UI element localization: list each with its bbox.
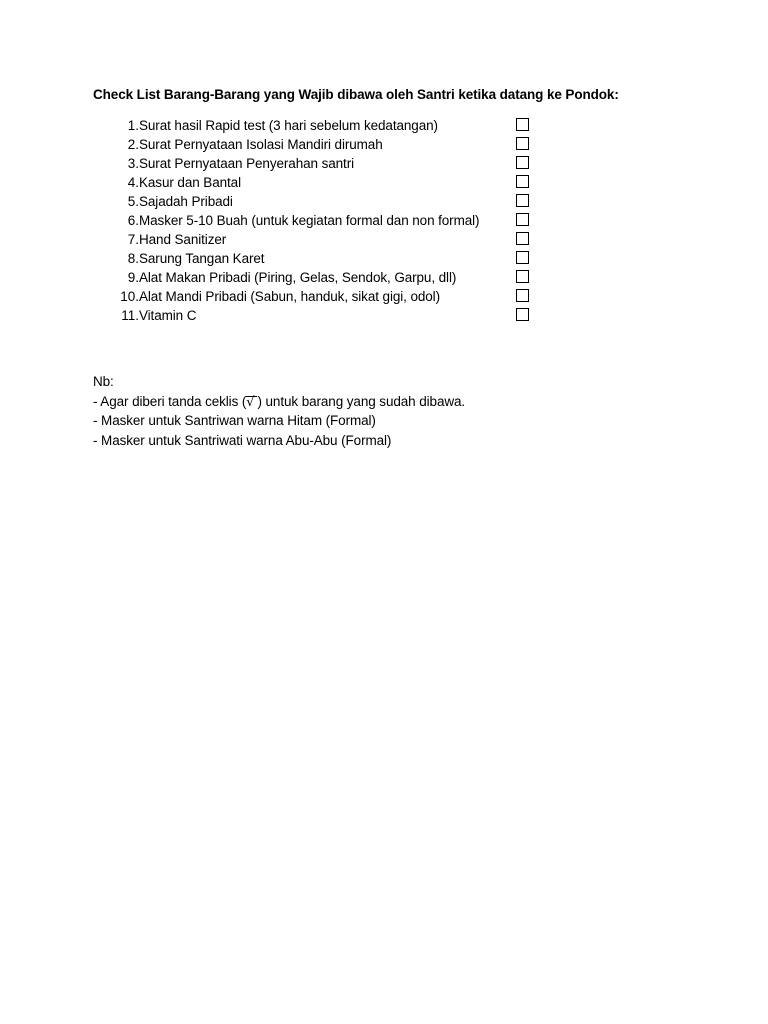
checklist-item bbox=[108, 230, 538, 249]
note-santriwan-mask: - Masker untuk Santriwan warna Hitam (Formal) bbox=[93, 413, 376, 428]
item-number: 5. bbox=[127, 194, 139, 209]
item-number: 4. bbox=[127, 175, 139, 190]
item-number: 1. bbox=[127, 118, 139, 133]
item-label: Kasur dan Bantal bbox=[139, 175, 241, 190]
item-number: 6. bbox=[127, 213, 139, 228]
notes-section bbox=[93, 372, 465, 450]
item-checkbox[interactable] bbox=[516, 270, 529, 283]
item-number: 3. bbox=[127, 156, 139, 171]
item-number: 9. bbox=[127, 270, 139, 285]
note-text: ) untuk barang yang sudah dibawa. bbox=[257, 393, 466, 409]
item-label: Surat hasil Rapid test (3 hari sebelum kedatangan) bbox=[139, 118, 438, 133]
item-number: 11. bbox=[121, 308, 139, 323]
item-checkbox[interactable] bbox=[516, 194, 529, 207]
item-label: Sajadah Pribadi bbox=[139, 194, 233, 209]
item-label: Vitamin C bbox=[139, 308, 197, 323]
checklist-item bbox=[108, 249, 538, 268]
item-label: Alat Makan Pribadi (Piring, Gelas, Sendok, Garpu, dll) bbox=[139, 270, 457, 285]
note-checkmark-instruction bbox=[93, 392, 465, 412]
item-label: Surat Pernyataan Isolasi Mandiri dirumah bbox=[139, 137, 383, 152]
item-label: Surat Pernyataan Penyerahan santri bbox=[139, 156, 354, 171]
checklist-item bbox=[108, 116, 538, 135]
notes-heading: Nb: bbox=[93, 374, 114, 389]
item-label: Sarung Tangan Karet bbox=[139, 251, 265, 266]
item-checkbox[interactable] bbox=[516, 175, 529, 188]
page-title: Check List Barang-Barang yang Wajib dibawa oleh Santri ketika datang ke Pondok: bbox=[93, 87, 619, 102]
item-checkbox[interactable] bbox=[516, 213, 529, 226]
item-label: Hand Sanitizer bbox=[139, 232, 227, 247]
checkmark-symbol: √ bbox=[246, 396, 257, 408]
item-label: Masker 5-10 Buah (untuk kegiatan formal dan non formal) bbox=[139, 213, 480, 228]
item-checkbox[interactable] bbox=[516, 118, 529, 131]
note-text: - Agar diberi tanda ceklis ( bbox=[93, 393, 247, 409]
item-number: 7. bbox=[127, 232, 139, 247]
item-label: Alat Mandi Pribadi (Sabun, handuk, sikat gigi, odol) bbox=[139, 289, 440, 304]
item-checkbox[interactable] bbox=[516, 156, 529, 169]
checklist-item bbox=[108, 287, 538, 306]
item-checkbox[interactable] bbox=[516, 308, 529, 321]
item-checkbox[interactable] bbox=[516, 232, 529, 245]
item-checkbox[interactable] bbox=[516, 251, 529, 264]
checklist-item bbox=[108, 173, 538, 192]
checklist-item bbox=[108, 192, 538, 211]
checklist-item bbox=[108, 306, 538, 325]
checklist-item bbox=[108, 268, 538, 287]
item-number: 8. bbox=[127, 251, 139, 266]
note-santriwati-mask: - Masker untuk Santriwati warna Abu-Abu (Formal) bbox=[93, 432, 392, 448]
checklist-item bbox=[108, 154, 538, 173]
item-number: 2. bbox=[127, 137, 139, 152]
item-checkbox[interactable] bbox=[516, 289, 529, 302]
checklist-item bbox=[108, 135, 538, 154]
checklist-item bbox=[108, 211, 538, 230]
item-number: 10. bbox=[120, 289, 139, 304]
checklist bbox=[108, 116, 538, 325]
item-checkbox[interactable] bbox=[516, 137, 529, 150]
